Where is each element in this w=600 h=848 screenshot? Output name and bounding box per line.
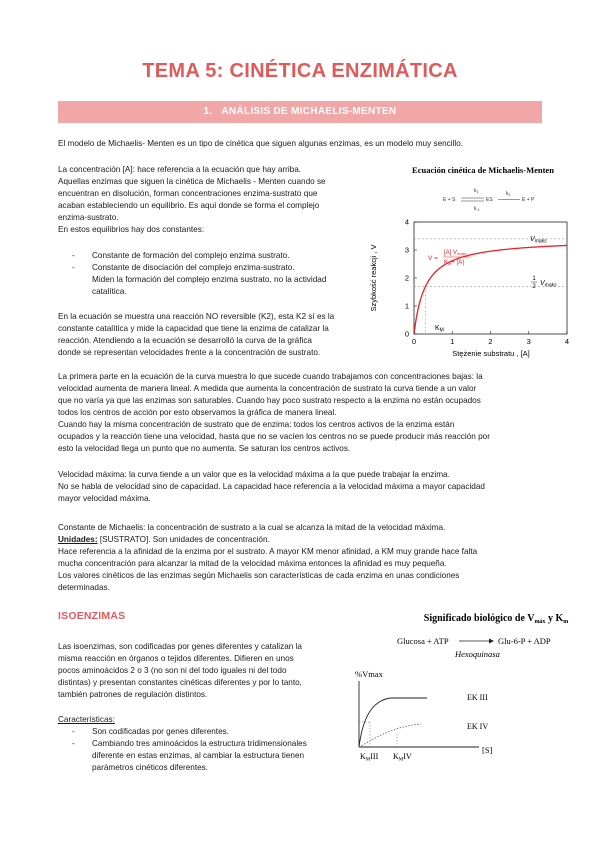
k2-paragraph xyxy=(58,311,334,359)
ek4-curve xyxy=(359,724,421,747)
reaction-k2: $k_2$ xyxy=(506,191,511,197)
page-title: TEMA 5: CINÉTICA ENZIMÁTICA xyxy=(142,60,458,82)
text-line: encuentran en disolución, forman concentraciones enzima-sustrato que xyxy=(58,189,318,198)
list-item-detail: parámetros cinéticos diferentes. xyxy=(92,763,209,772)
svg-text:KM+ [A]: KM+ [A] xyxy=(444,260,464,266)
text-line: determinadas. xyxy=(58,583,110,592)
text-line: Las isoenzimas, son codificadas por genes diferentes y catalizan la xyxy=(58,642,302,651)
x-tick-label: 2 xyxy=(488,337,493,346)
reaction-arrowhead xyxy=(489,639,494,644)
text-line: Los valores cinéticos de las enzimas según Michaelis son características de cada enzima en unas condiciones xyxy=(58,571,460,580)
text-line: también patrones de regulación distintos. xyxy=(58,690,208,699)
text-line: velocidad aumenta de manera lineal. A medida que aumenta la concentración de sustrato la curva tiende a un valor xyxy=(58,384,477,393)
units-value: [SUSTRATO]. Son unidades de concentración. xyxy=(97,535,270,544)
text-line: Constante de Michaelis: la concentración de sustrato a la cual se alcanza la mitad de la velocidad máxima. xyxy=(58,523,446,532)
reaction-k1: $k_1$ xyxy=(474,188,479,194)
text-line: enzima-sustrato. xyxy=(58,213,119,222)
text-line: No se habla de velocidad sino de capacidad. La capacidad hace referencia a la velocidad máxima a mayor capacidad xyxy=(58,482,485,491)
constants-list xyxy=(58,250,326,298)
reaction-complex: ES xyxy=(486,197,493,203)
x-tick-label: 1 xyxy=(450,337,455,346)
x-axis-label: Stężenie substratu , [A] xyxy=(452,349,530,358)
list-item: - Son codificadas por genes diferentes. xyxy=(72,727,230,736)
list-item-detail: Miden la formación del complejo enzima sustrato, no la actividad xyxy=(92,275,327,284)
ek4-label: EK IV xyxy=(467,722,489,731)
km-ek3-label: KMIII xyxy=(360,752,379,763)
ek3-curve xyxy=(359,698,427,747)
figure-title: Significado biológico de $V_{máx}$ y $K_m$ xyxy=(423,613,569,625)
list-item: - Cambiando tres aminoácidos la estructura tridimensionales xyxy=(72,739,307,748)
text-line: misma reacción en órganos o tejidos diferentes. Difieren en unos xyxy=(58,654,294,663)
characteristics-list xyxy=(58,714,307,774)
reaction-k-1: $k_{-1}$ xyxy=(474,206,480,212)
vmax-label: $V_{maks}$ xyxy=(530,236,547,245)
x-axis-label: [S] xyxy=(482,745,493,755)
text-line: todos los centros de acción por esto observamos la gráfica de manera lineal. xyxy=(58,408,337,417)
intro-paragraph: El modelo de Michaelis- Menten es un tipo de cinética que siguen algunas enzimas, es un modelo muy sencillo. xyxy=(58,139,464,148)
text-line: pocos aminoácidos 2 o 3 (no son ni del todo iguales ni del todo xyxy=(58,666,287,675)
enzyme-label: Hexoquinasa xyxy=(455,649,500,659)
x-tick-label: 0 xyxy=(411,337,417,346)
svg-text:[A] Vmaks: [A] Vmaks xyxy=(444,250,467,256)
text-line: La primera parte en la ecuación de la curva muestra lo que sucede cuando trabajamos con concentraciones bajas: la xyxy=(58,372,483,381)
section-title: ANÁLISIS DE MICHAELIS-MENTEN xyxy=(221,106,397,117)
y-axis-label: %Vmax xyxy=(355,669,383,679)
list-item-detail: catalítica. xyxy=(92,287,127,296)
svg-text:Vmaks: $V_{maks}$ xyxy=(540,280,557,289)
text-line: Hace referencia a la afinidad de la enzima por el sustrato. A mayor KM menor afinidad, a KM muy grande hace falta xyxy=(58,547,478,556)
km-label: $K_M$ xyxy=(435,325,444,334)
mm-equation xyxy=(428,250,471,266)
list-item: - Constante de disociación del complejo enzima-sustrato. xyxy=(72,263,295,272)
y-tick-label: 2 xyxy=(404,273,409,283)
reaction-scheme xyxy=(443,188,535,212)
curve-paragraph xyxy=(58,371,490,455)
text-line: distintas) y presentan constantes cinéticas diferentes y por lo tanto, xyxy=(58,678,302,687)
text-line: ocupados y la reacción tiene una velocidad, hasta que no se vacíen los centros no se puede producir más reacción por xyxy=(58,432,490,441)
biological-meaning-figure xyxy=(345,606,595,766)
isoenzimas-paragraph xyxy=(58,641,302,701)
section-number: 1. xyxy=(203,106,213,117)
text-line: reacción. Atendiendo a la ecuación se desarrolló la curva de la gráfica xyxy=(58,336,312,345)
y-tick-label: 0 xyxy=(404,329,409,339)
characteristics-label: Características: xyxy=(58,715,115,724)
km-ek4-label: KMIV xyxy=(393,752,412,763)
reaction-product: Glu-6-P + ADP xyxy=(498,636,551,646)
text-line: Velocidad máxima: la curva tiende a un valor que es la velocidad máxima a la que puede trabajar la enzima. xyxy=(58,470,450,479)
text-line: constante catalítica y mide la capacidad que tiene la enzima de catalizar la xyxy=(58,324,329,333)
reaction-left: E + S xyxy=(443,197,456,203)
ek3-label: EK III xyxy=(467,693,488,702)
vmax-paragraph xyxy=(58,469,485,505)
y-tick-label: 1 xyxy=(404,301,409,311)
text-line: mayor velocidad máxima. xyxy=(58,494,151,503)
text-line: donde se representan velocidades frente a la concentración de sustrato. xyxy=(58,348,321,357)
y-axis-label: Szybkość reakcji , V xyxy=(369,244,378,312)
reaction-right: E + P xyxy=(522,197,535,203)
km-paragraph xyxy=(58,522,477,594)
list-item-detail: diferente en estas enzimas, al cambiar la estructura tienen xyxy=(92,751,305,760)
x-tick-label: 4 xyxy=(564,337,570,346)
isoenzimas-heading: ISOENZIMAS xyxy=(58,610,126,622)
text-line: Cuando hay la misma concentración de sustrato que de enzima: todos los centros activos de la enzima están xyxy=(58,420,455,429)
text-line: esto la velocidad llega un punto que no aumenta. Se saturan los centros activos. xyxy=(58,444,351,453)
michaelis-menten-figure xyxy=(360,158,582,363)
y-tick-label: 3 xyxy=(404,245,409,255)
list-item: - Constante de formación del complejo enzima sustrato. xyxy=(72,251,290,260)
section-banner xyxy=(58,101,542,123)
units-line xyxy=(58,534,477,546)
svg-text:V =: V = xyxy=(428,255,438,262)
concentration-paragraph xyxy=(58,164,326,236)
text-line: mucha concentración para alcanzar la mitad de la velocidad máxima entonces la afinidad es muy pequeña. xyxy=(58,559,447,568)
text-line: acaban estableciendo un equilibrio. Es aquí donde se forma el complejo xyxy=(58,201,320,210)
text-line: que no varía ya que las enzimas son saturables. Cuando hay poco sustrato respecto a la enzima no están ocupados xyxy=(58,396,481,405)
text-line: En la ecuación se muestra una reacción NO reversible (K2), esta K2 sí es la xyxy=(58,312,335,321)
text-line: En estos equilibrios hay dos constantes: xyxy=(58,225,205,234)
svg-text:2: 2 xyxy=(532,284,536,290)
x-tick-label: 3 xyxy=(526,337,531,346)
reaction-substrate: Glucosa + ATP xyxy=(397,636,449,646)
half-vmax-label xyxy=(531,276,557,290)
text-line: Aquellas enzimas que siguen la cinética de Michaelis - Menten cuando se xyxy=(58,177,326,186)
y-tick-label: 4 xyxy=(404,217,409,227)
svg-text:1: 1 xyxy=(532,276,536,282)
figure-title: Ecuación cinética de Michaelis-Menten xyxy=(412,165,554,175)
units-label: Unidades: xyxy=(58,535,98,544)
text-line: La concentración [A]: hace referencia a la ecuación que hay arriba. xyxy=(58,165,302,174)
